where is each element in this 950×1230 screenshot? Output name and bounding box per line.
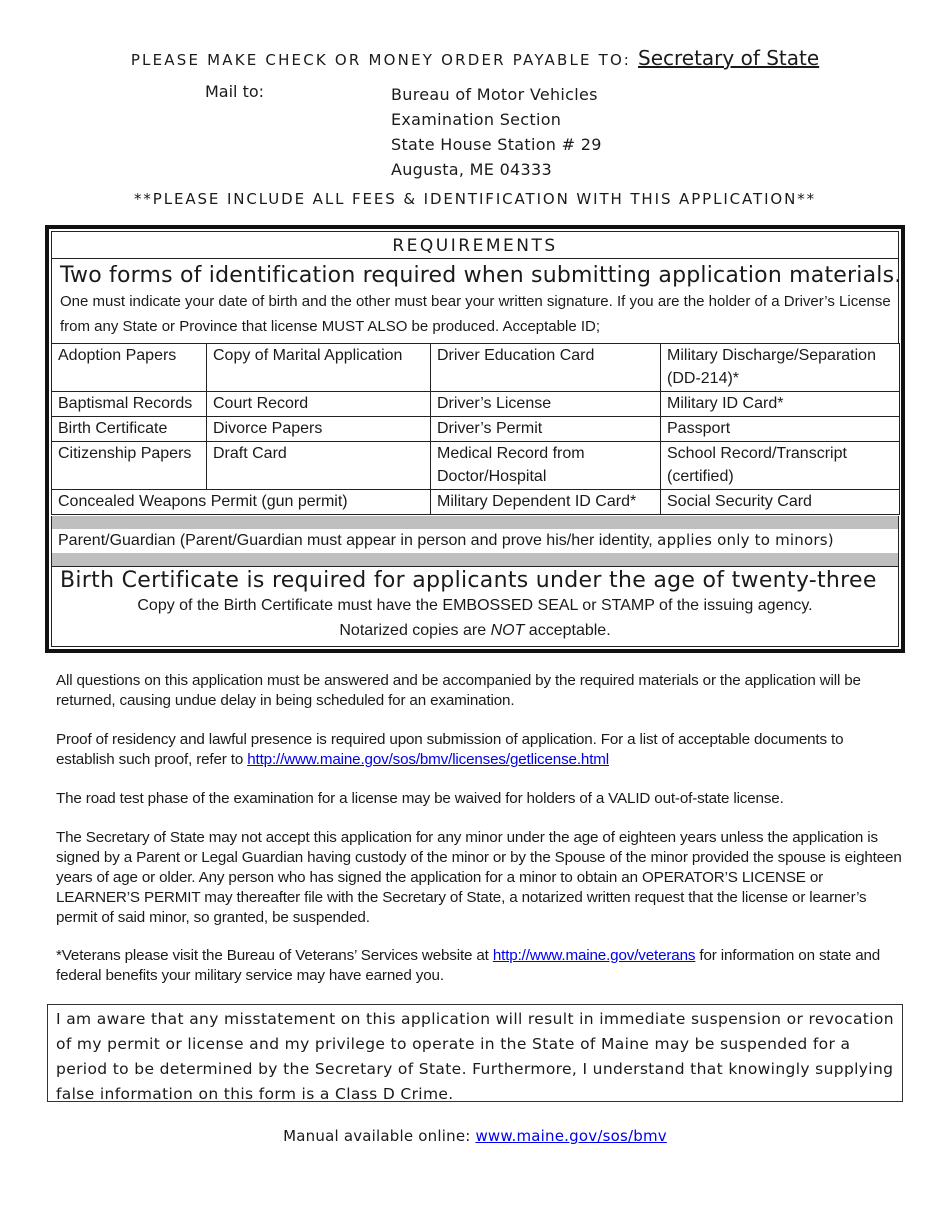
two-forms-heading: Two forms of identification required when submitting application materials. (60, 263, 902, 288)
table-cell: Citizenship Papers (52, 442, 207, 490)
mail-to-label: Mail to: (205, 82, 265, 101)
birth-line-1: Copy of the Birth Certificate must have the EMBOSSED SEAL or STAMP of the issuing agency. (137, 597, 813, 614)
table-cell: Driver’s Permit (431, 417, 661, 442)
mailing-address (391, 82, 602, 182)
table-cell: Copy of Marital Application (207, 344, 431, 392)
parent-guardian-minors: applies only to minors) (657, 531, 834, 549)
veterans-text-2: for information on state and federal benefits your military service may have earned you. (56, 947, 881, 984)
residency-paragraph (56, 730, 906, 770)
birth-line-2a: Notarized copies are (339, 622, 487, 639)
table-cell: School Record/Transcript (certified) (661, 442, 900, 490)
birth-line-2-not: NOT (490, 622, 525, 639)
address-line: State House Station # 29 (391, 135, 602, 154)
table-cell: Medical Record from Doctor/Hospital (431, 442, 661, 490)
acceptable-id-table (51, 343, 900, 515)
veterans-text: *Veterans please visit the Bureau of Veterans’ Services website at (56, 947, 489, 964)
answers-required-paragraph: All questions on this application must be answered and be accompanied by the required materials or the application will be returned, causing undue delay in being scheduled for an examination. (56, 672, 861, 709)
table-cell: Military Discharge/Separation (DD-214)* (661, 344, 900, 392)
table-cell: Military ID Card* (661, 392, 900, 417)
two-forms-section (51, 259, 902, 343)
requirements-title: REQUIREMENTS (51, 231, 899, 259)
table-row (52, 417, 900, 442)
manual-link[interactable]: www.maine.gov/sos/bmv (475, 1127, 667, 1145)
road-test-paragraph: The road test phase of the examination for a license may be waived for holders of a VALID out-of-state license. (56, 790, 784, 807)
veterans-paragraph (56, 946, 906, 986)
gray-divider (51, 553, 899, 566)
getlicense-link[interactable]: http://www.maine.gov/sos/bmv/licenses/getlicense.html (247, 751, 609, 768)
two-forms-text: One must indicate your date of birth and the other must bear your written signature. If you are the holder of a Driver’s License from any State or Province that license MUST ALSO be produced. Acceptable ID; (60, 293, 891, 335)
address-line: Bureau of Motor Vehicles (391, 85, 598, 104)
table-row (52, 344, 900, 392)
birth-heading: Birth Certificate is required for applicants under the age of twenty-three (60, 568, 877, 593)
minor-paragraph: The Secretary of State may not accept this application for any minor under the age of eighteen years unless the application is signed by a Parent or Legal Guardian having custody of the minor or by the Spouse of the minor provided the spouse is eighteen years of age or older. Any person who has signed the application for a minor to obtain an OPERATOR’S LICENSE or LEARNER’S PERMIT may thereafter file with the Secretary of State, a notarized written request that the license or learner’s permit of said minor, so granted, be suspended. (56, 829, 902, 926)
address-line: Examination Section (391, 110, 562, 129)
table-cell: Draft Card (207, 442, 431, 490)
table-cell: Concealed Weapons Permit (gun permit) (52, 490, 431, 515)
gray-divider (51, 516, 899, 529)
payable-to: Secretary of State (638, 46, 820, 70)
table-cell: Driver’s License (431, 392, 661, 417)
table-cell: Baptismal Records (52, 392, 207, 417)
table-cell: Social Security Card (661, 490, 900, 515)
table-row (52, 490, 900, 515)
payable-notice (0, 46, 950, 70)
birth-line-2 (52, 618, 898, 643)
address-line: Augusta, ME 04333 (391, 160, 552, 179)
birth-line-2b: acceptable. (528, 622, 611, 639)
table-cell: Driver Education Card (431, 344, 661, 392)
parent-guardian-text: Parent/Guardian (Parent/Guardian must appear in person and prove his/her identity, (58, 532, 653, 549)
parent-guardian-row (51, 529, 899, 553)
table-cell: Divorce Papers (207, 417, 431, 442)
include-notice: **PLEASE INCLUDE ALL FEES & IDENTIFICATION WITH THIS APPLICATION** (133, 190, 817, 208)
birth-certificate-section (51, 566, 899, 647)
residency-text: Proof of residency and lawful presence is required upon submission of application. For a list of acceptable documents to establish such proof, refer to (56, 731, 844, 768)
table-cell: Passport (661, 417, 900, 442)
table-cell: Military Dependent ID Card* (431, 490, 661, 515)
payable-prefix: PLEASE MAKE CHECK OR MONEY ORDER PAYABLE TO: (130, 51, 632, 69)
table-row (52, 442, 900, 490)
manual-footer (0, 1127, 950, 1145)
misstatement-statement: I am aware that any misstatement on this application will result in immediate suspension or revocation of my permit or license and my privilege to operate in the State of Maine may be suspended for a period to be determined by the Secretary of State. Furthermore, I understand that knowingly supplying false information on this form is a Class D Crime. (47, 1004, 903, 1102)
manual-label: Manual available online: (283, 1127, 471, 1145)
veterans-link[interactable]: http://www.maine.gov/veterans (492, 947, 696, 964)
table-row (52, 392, 900, 417)
table-cell: Adoption Papers (52, 344, 207, 392)
table-cell: Court Record (207, 392, 431, 417)
requirements-box (45, 225, 905, 653)
table-cell: Birth Certificate (52, 417, 207, 442)
